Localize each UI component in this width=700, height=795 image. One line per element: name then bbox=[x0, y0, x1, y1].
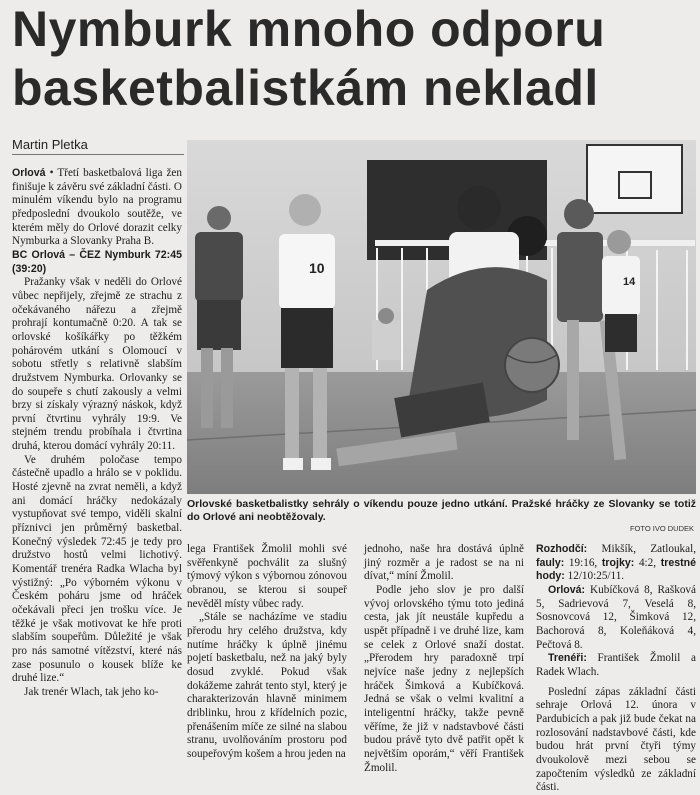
scorers-label: Orlová: bbox=[548, 583, 586, 596]
paragraph: Podle jeho slov je pro další vývoj orlovského týmu toto jediná cesta, jak jít neustále kupředu a uspět případně i ve druhé lize, kam se celek z Orlové snaží dostat. „Přerodem hry paradoxně trpí nejvíce naše jedny z nejlepších hráček Šimková a Kubíčková. Jedná se však o velmi kvalitní a inteligentní hráčky, takže pevně věříme, že již v nadstavbové části budou právě tyto dvě patřit opět k největším oporám,“ věří František Žmolil. bbox=[364, 583, 524, 774]
paragraph: Ve druhém poločase tempo částečně upadlo a hrálo se v poklidu. Hosté zjevně na zvrat neměli, a když ani domácí hráčky nedokázaly vystupňovat své tempo, viděli skalní příznivci jen průměrný basketbal. Konečný výsledek 72:45 je tedy pro družstvo hostů velmi lichotivý. Komentář trenéra Radka Wlacha byl výstižný: „Po výborném výkonu v Českém poháru jsme od hráček očekávali přeci jen trošku více. Je těžké je však motivovat ke hře proti slabším soupeřům. Důležité je však pro nás samotné vítězství, které nás zase posunulo o kousek blíže ke druhé lize.“ bbox=[12, 453, 182, 685]
threes: 4:2, bbox=[634, 556, 657, 569]
coaches bbox=[536, 652, 696, 679]
free-throws: 12/10:25/11. bbox=[564, 570, 625, 583]
fouls: 19:16, bbox=[564, 556, 598, 569]
paragraph: Jak trenér Wlach, tak jeho ko- bbox=[24, 685, 159, 698]
coaches-label: Trenéři: bbox=[548, 652, 587, 665]
author-byline: Martin Pletka bbox=[12, 137, 88, 152]
photo-basketball-match bbox=[187, 140, 696, 494]
free-throws-label: trestné hody: bbox=[536, 556, 697, 583]
photo-credit: FOTO IVO DUDEK bbox=[629, 524, 694, 533]
article-column-3 bbox=[364, 543, 524, 775]
jersey-number-right: 14 bbox=[623, 276, 636, 288]
referees: Mikšík, Zatloukal, bbox=[587, 543, 696, 555]
scorers-list: Kubíčková 8, Rašková 5, Sadrievová 7, Veselá 8, Sosnovcová 12, Šimková 12, Bachorová 8, Koleňáková 4, Pečtová 8. bbox=[536, 583, 696, 651]
referees-label: Rozhodčí: bbox=[536, 543, 588, 555]
match-stats bbox=[536, 543, 696, 584]
article-column-2 bbox=[187, 543, 347, 762]
threes-label: trojky: bbox=[601, 556, 635, 569]
jersey-number-front: 10 bbox=[309, 260, 325, 276]
match-result: BC Orlová – ČEZ Nymburk 72:45 (39:20) bbox=[12, 248, 182, 275]
paragraph: „Stále se nacházíme ve stadiu přerodu hry celého družstva, kdy nutíme hráčky k úplně jinému pojetí basketbalu, než na jaký byly dosud zvyklé. Pokud však dokážeme zahrát tento styl, který je charakterizován hlavně minimem driblinku, hrou z křídelních pozic, přenášením míče ze silné na slabou stranu, uvolňováním prostoru pod soupeřovým košem a hrou jeden na bbox=[187, 611, 347, 760]
byline-rule bbox=[12, 154, 184, 155]
article-column-1 bbox=[12, 167, 182, 700]
lead-paragraph: • Třetí basketbalová liga žen finišuje k závěru své základní části. O minulém víkendu bylo na programu předposlední dvoukolo soutěže, ve kterém měly do Orlové dorazit celky Nymburka a Slovanky Praha B. bbox=[12, 167, 182, 248]
coaches-list: František Žmolil a Radek Wlach. bbox=[536, 652, 696, 678]
scorers bbox=[536, 584, 696, 652]
paragraph: lega František Žmolil mohli své svěřenkyně pochválit za slušný týmový výkon s výbornou zónovou obranou, se kterou si soupeř nevěděl místy vůbec rady. bbox=[187, 543, 347, 610]
photo-illustration bbox=[187, 140, 696, 494]
fouls-label: fauly: bbox=[536, 556, 565, 569]
dateline: Orlová bbox=[12, 167, 46, 179]
headline: Nymburk mnoho odporu basketbalistkám nekladl bbox=[12, 1, 606, 116]
paragraph: jednoho, naše hra dostává úplně jiný rozměr a je radost se na ni dívat,“ míní Žmolil. bbox=[364, 543, 524, 583]
paragraph: Poslední zápas základní části sehraje Orlová 12. února v Pardubicích a pak již bude čekat na rozlosování nadstavbové části, kde budou hrát první čtyři týmy dvoukolově mezi sebou se započtením výsledků ze základní části. bbox=[536, 685, 696, 794]
photo-caption: Orlovské basketbalistky sehrály o víkendu pouze jedno utkání. Pražské hráčky ze Slovanky se totiž do Orlové ani neobtěžovaly. bbox=[187, 498, 696, 523]
article-column-4 bbox=[536, 543, 696, 795]
paragraph: Pražanky však v neděli do Orlové vůbec nepřijely, zřejmě ze strachu z očekávaného nářezu a zřejmě prohrají kontumačně 0:20. A tak se orlovské košíkářky po těžkém pohárovém utkání s Olomoucí v sobotu střetly s relativně slabším družstvem Nymburka. Orlovanky se do soupeře s chutí zakously a velmi brzy si získaly výrazný náskok, když první čtvrtinu vyhrály 19:9. Ve stejném trendu probíhala i čtvrtina druhá, kterou domácí vyhrály 20:11. bbox=[12, 276, 182, 453]
